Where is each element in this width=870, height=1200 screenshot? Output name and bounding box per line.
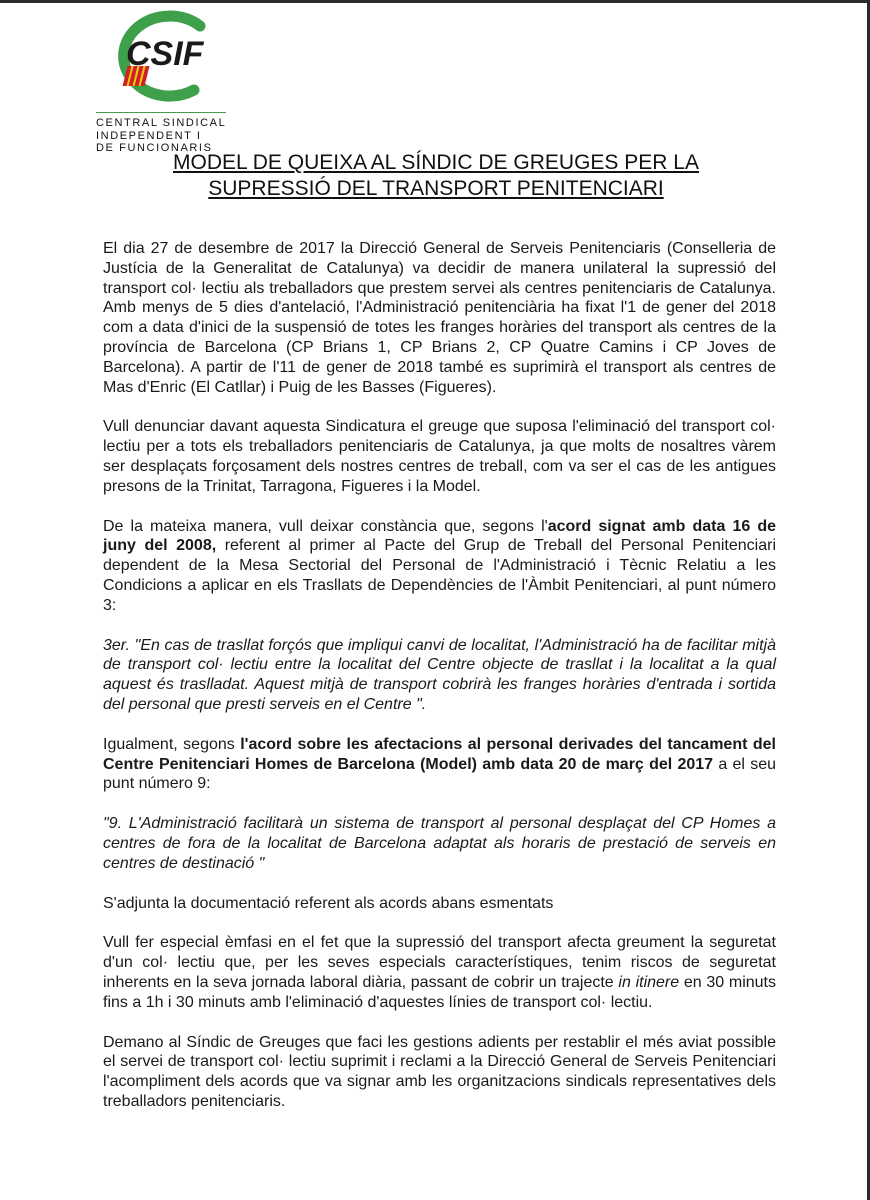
document-title	[100, 150, 772, 202]
paragraph-3-text: referent al primer al Pacte del Grup de Treball del Personal Penitenciari dependent de la Mesa Sectorial del Personal de l'Administració i Tècnic Relatiu a les Condicions a aplicar en els Trasllats de Dependències de l'Àmbit Penitenciari, al punt número 3:	[103, 537, 777, 614]
page-border-top	[0, 0, 870, 3]
paragraph-6-quote: "9. L'Administració facilitarà un sistema de transport al personal desplaçat del CP Homes a centres de fora de la localitat de Barcelona adaptat als horaris de prestació de serveis en centres de destinació "	[103, 815, 776, 872]
logo-subtitle-line: CENTRAL SINDICAL	[96, 117, 226, 129]
document-body	[103, 239, 776, 1112]
csif-logo	[96, 8, 226, 154]
logo-brand-text: CSIF	[126, 35, 204, 73]
paragraph-5	[103, 735, 776, 794]
paragraph-9: Demano al Síndic de Greuges que faci les gestions adients per restablir el més aviat possible el servei de transport col· lectiu suprimit i reclami a la Direcció General de Serveis Penitenciari l'acompliment dels acords que va signar amb les organitzacions sindicals representatives dels treballadors penitenciaris.	[103, 1033, 776, 1110]
paragraph-5-text: Igualment, segons	[103, 735, 241, 753]
paragraph-1: El dia 27 de desembre de 2017 la Direcció General de Serveis Penitenciaris (Conselleria de Justícia de la Generalitat de Catalunya) va decidir de manera unilateral la supressió del transport col· lectiu als treballadors que prestem servei als centres penitenciaris de Catalunya. Amb menys de 5 dies d'antelació, l'Administració penitenciària ha fixat l'1 de gener del 2018 com a data d'inici de la suspensió de totes les franges horàries del transport als centres de la província de Barcelona (CP Brians 1, CP Brians 2, CP Quatre Camins i CP Joves de Barcelona). A partir de l'11 de gener de 2018 també es suprimirà el transport als centres de Mas d'Enric (El Catllar) i Puig de les Basses (Figueres).	[103, 240, 776, 396]
paragraph-8	[103, 933, 776, 1012]
paragraph-5-text: a el seu punt número 9:	[103, 755, 777, 793]
paragraph-8-text: en 30 minuts fins a 1h i 30 minuts amb l'eliminació d'aquestes línies de transport col· lectiu.	[103, 973, 777, 1011]
paragraph-4-quote: 3er. "En cas de trasllat forçós que impliqui canvi de localitat, l'Administració ha de facilitar mitjà de transport col· lectiu entre la localitat del Centre objecte de trasllat i la localitat a la qual aquest és traslladat. Aquest mitjà de transport cobrirà les franges horàries d'entrada i sortida del personal que presti serveis en el Centre ".	[103, 636, 776, 713]
paragraph-8-text: Vull fer especial èmfasi en el fet que la supressió del transport afecta greument la seguretat d'un col· lectiu que, per les seves especials característiques, tenim riscos de seguretat inherents en la seva jornada laboral diària, passant de cobrir un trajecte	[103, 934, 776, 991]
paragraph-5-bold: l'acord sobre les afectacions al personal derivades del tancament del Centre Penitenciari Homes de Barcelona (Model) amb data 20 de març del 2017	[103, 735, 776, 773]
paragraph-8-italic: in itinere	[618, 973, 680, 991]
paragraph-3	[103, 517, 776, 616]
csif-logo-mark	[102, 8, 226, 108]
paragraph-7: S'adjunta la documentació referent als acords abans esmentats	[103, 894, 554, 912]
paragraph-3-text: De la mateixa manera, vull deixar constància que, segons l'	[103, 517, 548, 535]
title-line-1: MODEL DE QUEIXA AL SÍNDIC DE GREUGES PER LA	[173, 151, 699, 174]
logo-subtitle-line: INDEPENDENT I	[96, 129, 202, 142]
title-line-2: SUPRESSIÓ DEL TRANSPORT PENITENCIARI	[208, 177, 664, 200]
paragraph-3-bold: acord signat amb data 16 de juny del 2008,	[103, 517, 776, 555]
logo-subtitle-line: DE FUNCIONARIS	[96, 142, 213, 154]
paragraph-2: Vull denunciar davant aquesta Sindicatura el greuge que suposa l'eliminació del transport col· lectiu per a tots els treballadors penitenciaris de Catalunya, ja que molts de nosaltres vàrem ser desplaçats forçosament dels nostres centres de treball, com va ser el cas de les antigues presons de la Trinitat, Tarragona, Figueres i la Model.	[103, 418, 776, 495]
